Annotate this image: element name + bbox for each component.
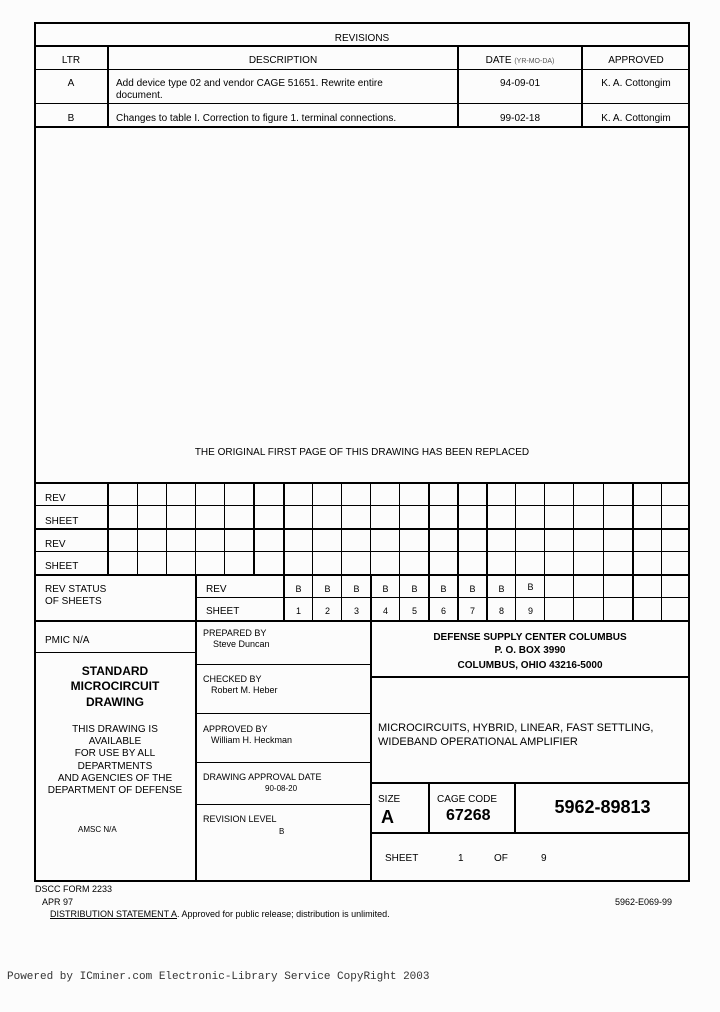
header-date-format: (YR-MO-DA) [514, 58, 555, 65]
sheet-number: 3 [353, 606, 359, 616]
sheet-number: 6 [440, 606, 446, 616]
amsc-label: AMSC N/A [78, 825, 117, 834]
revision-ltr: B [67, 113, 75, 124]
sheet-total: 9 [541, 853, 547, 864]
pmic-label: PMIC N/A [45, 635, 90, 646]
header-ltr: LTR [61, 55, 81, 66]
sheet-number: 8 [498, 606, 504, 616]
drawing-number: 5962-89813 [554, 797, 651, 817]
agency-name: DEFENSE SUPPLY CENTER COLUMBUS [433, 632, 627, 643]
sheet-number: 1 [295, 606, 301, 616]
checked-by-name: Robert M. Heber [211, 685, 278, 695]
size-label: SIZE [378, 794, 401, 805]
cage-code: 67268 [446, 807, 491, 824]
sheet-number: 9 [527, 606, 533, 616]
sheet-rev: B [469, 584, 476, 594]
availability-line: DEPARTMENTS [77, 761, 153, 772]
revision-description: Add device type 02 and vendor CAGE 51651. Rewrite entire [116, 78, 383, 89]
standard-title-line2: MICROCIRCUIT [70, 679, 160, 693]
sheet-rev: B [295, 584, 302, 594]
sheet-rev: B [527, 582, 534, 592]
standard-title: STANDARD [81, 664, 149, 678]
revision-description: Changes to table I. Correction to figure 1. terminal connections. [116, 113, 397, 124]
part-title-cont: WIDEBAND OPERATIONAL AMPLIFIER [378, 736, 578, 748]
header-date [458, 55, 582, 67]
prepared-by-name: Steve Duncan [213, 639, 270, 649]
agency-city: COLUMBUS, OHIO 43216-5000 [457, 660, 603, 671]
approval-date: 90-08-20 [265, 784, 298, 793]
header-date-label: DATE [485, 55, 512, 66]
distribution-label: DISTRIBUTION STATEMENT A [50, 909, 178, 919]
checked-by-label: CHECKED BY [203, 674, 262, 684]
form-date: APR 97 [42, 897, 74, 907]
replacement-notice: THE ORIGINAL FIRST PAGE OF THIS DRAWING HAS BEEN REPLACED [194, 447, 530, 458]
sheet-rev: B [440, 584, 447, 594]
sheet-rev: B [498, 584, 505, 594]
grid-label-rev: REV [45, 539, 66, 550]
grid-label-rev: REV [45, 493, 66, 504]
sheet-number: 2 [324, 606, 330, 616]
rev-status-label-cont: OF SHEETS [45, 596, 102, 607]
document-code: 5962-E069-99 [615, 897, 673, 907]
sheet-label: SHEET [385, 853, 419, 864]
grid-label-sheet: SHEET [45, 561, 79, 572]
revisions-title: REVISIONS [334, 33, 390, 44]
revision-description-cont: document. [116, 90, 163, 101]
revision-level: B [279, 827, 285, 836]
revision-approver: K. A. Cottongim [601, 78, 671, 89]
availability-line: DEPARTMENT OF DEFENSE [47, 785, 183, 796]
rev-status-sheet-label: SHEET [206, 606, 240, 617]
standard-title-line3: DRAWING [86, 695, 144, 709]
availability-line: AVAILABLE [88, 736, 142, 747]
header-description: DESCRIPTION [248, 55, 318, 66]
sheet-rev: B [382, 584, 389, 594]
approval-date-label: DRAWING APPROVAL DATE [203, 772, 322, 782]
of-label: OF [494, 853, 508, 864]
agency-address: P. O. BOX 3990 [494, 645, 566, 656]
sheet-rev: B [411, 584, 418, 594]
grid-label-sheet: SHEET [45, 516, 79, 527]
sheet-rev: B [353, 584, 360, 594]
sheet-rev: B [324, 584, 331, 594]
sheet-number-current: 1 [458, 853, 464, 864]
distribution-text: . Approved for public release; distribution is unlimited. [177, 909, 390, 919]
powered-by-banner: Powered by ICminer.com Electronic-Library Service CopyRight 2003 [7, 971, 430, 983]
revision-ltr: A [67, 78, 75, 89]
availability-line: AND AGENCIES OF THE [57, 773, 173, 784]
rev-status-rev-label: REV [206, 584, 227, 595]
revision-level-label: REVISION LEVEL [203, 814, 277, 824]
distribution-statement [50, 909, 390, 920]
availability-line: THIS DRAWING IS [72, 724, 158, 735]
sheet-number: 4 [382, 606, 388, 616]
cage-code-label: CAGE CODE [437, 794, 498, 805]
revision-approver: K. A. Cottongim [601, 113, 671, 124]
approved-by-name: William H. Heckman [211, 735, 293, 745]
availability-line: FOR USE BY ALL [74, 748, 156, 759]
rev-status-label: REV STATUS [45, 584, 107, 595]
revision-date: 99-02-18 [499, 113, 541, 124]
prepared-by-label: PREPARED BY [203, 628, 267, 638]
sheet-number: 5 [411, 606, 417, 616]
part-title: MICROCIRCUITS, HYBRID, LINEAR, FAST SETTLING, [378, 722, 654, 734]
form-number: DSCC FORM 2233 [35, 884, 113, 894]
approved-by-label: APPROVED BY [203, 724, 268, 734]
revision-date: 94-09-01 [499, 78, 541, 89]
size-value: A [381, 807, 394, 827]
sheet-number: 7 [469, 606, 475, 616]
header-approved: APPROVED [608, 55, 664, 66]
